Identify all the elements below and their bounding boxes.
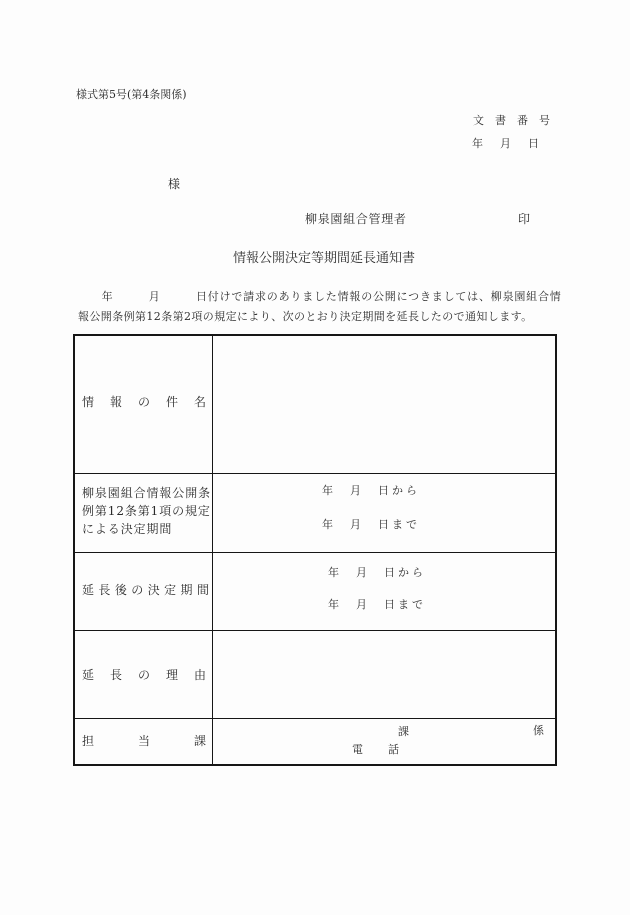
document-title: 情報公開決定等期間延長通知書	[232, 251, 415, 266]
label-extended-decision-period: 延長後の決定期間	[82, 583, 209, 597]
label-information-subject: 情報の件名	[82, 395, 206, 409]
addressee-suffix: 様	[168, 177, 181, 191]
body-text-line-2: 報公開条例第12条第2項の規定により、次のとおり決定期間を延長したので通知します。	[78, 310, 533, 323]
seal-mark: 印	[518, 212, 531, 226]
decision-period-to: 年 月 日まで	[322, 518, 420, 531]
label-article12-decision-period: 柳泉園組合情報公開条例第12条第1項の規定による決定期間	[82, 486, 212, 536]
phone-label: 電 話	[352, 743, 406, 756]
doc-number-line: 文 書 番 号	[473, 114, 550, 127]
table-column-divider	[212, 336, 213, 764]
table-row-divider-2	[75, 552, 555, 553]
division-suffix: 課	[398, 725, 409, 738]
body-text-line-1: 年 月 日付けで請求のありました情報の公開につきましては、柳泉園組合情	[78, 290, 562, 303]
label-responsible-division: 担当課	[82, 734, 206, 748]
extended-period-to: 年 月 日まで	[328, 598, 426, 611]
sender-name: 柳泉園組合管理者	[305, 212, 407, 226]
section-suffix: 係	[533, 724, 544, 737]
label-extension-reason: 延長の理由	[82, 668, 206, 682]
extended-period-from: 年 月 日から	[328, 566, 426, 579]
issue-date-line: 年 月 日	[472, 137, 542, 150]
decision-period-from: 年 月 日から	[322, 484, 420, 497]
table-row-divider-3	[75, 630, 555, 631]
table-row-divider-1	[75, 473, 555, 474]
form-table	[73, 334, 557, 766]
table-row-divider-4	[75, 718, 555, 719]
form-number: 様式第5号(第4条関係)	[76, 88, 187, 101]
